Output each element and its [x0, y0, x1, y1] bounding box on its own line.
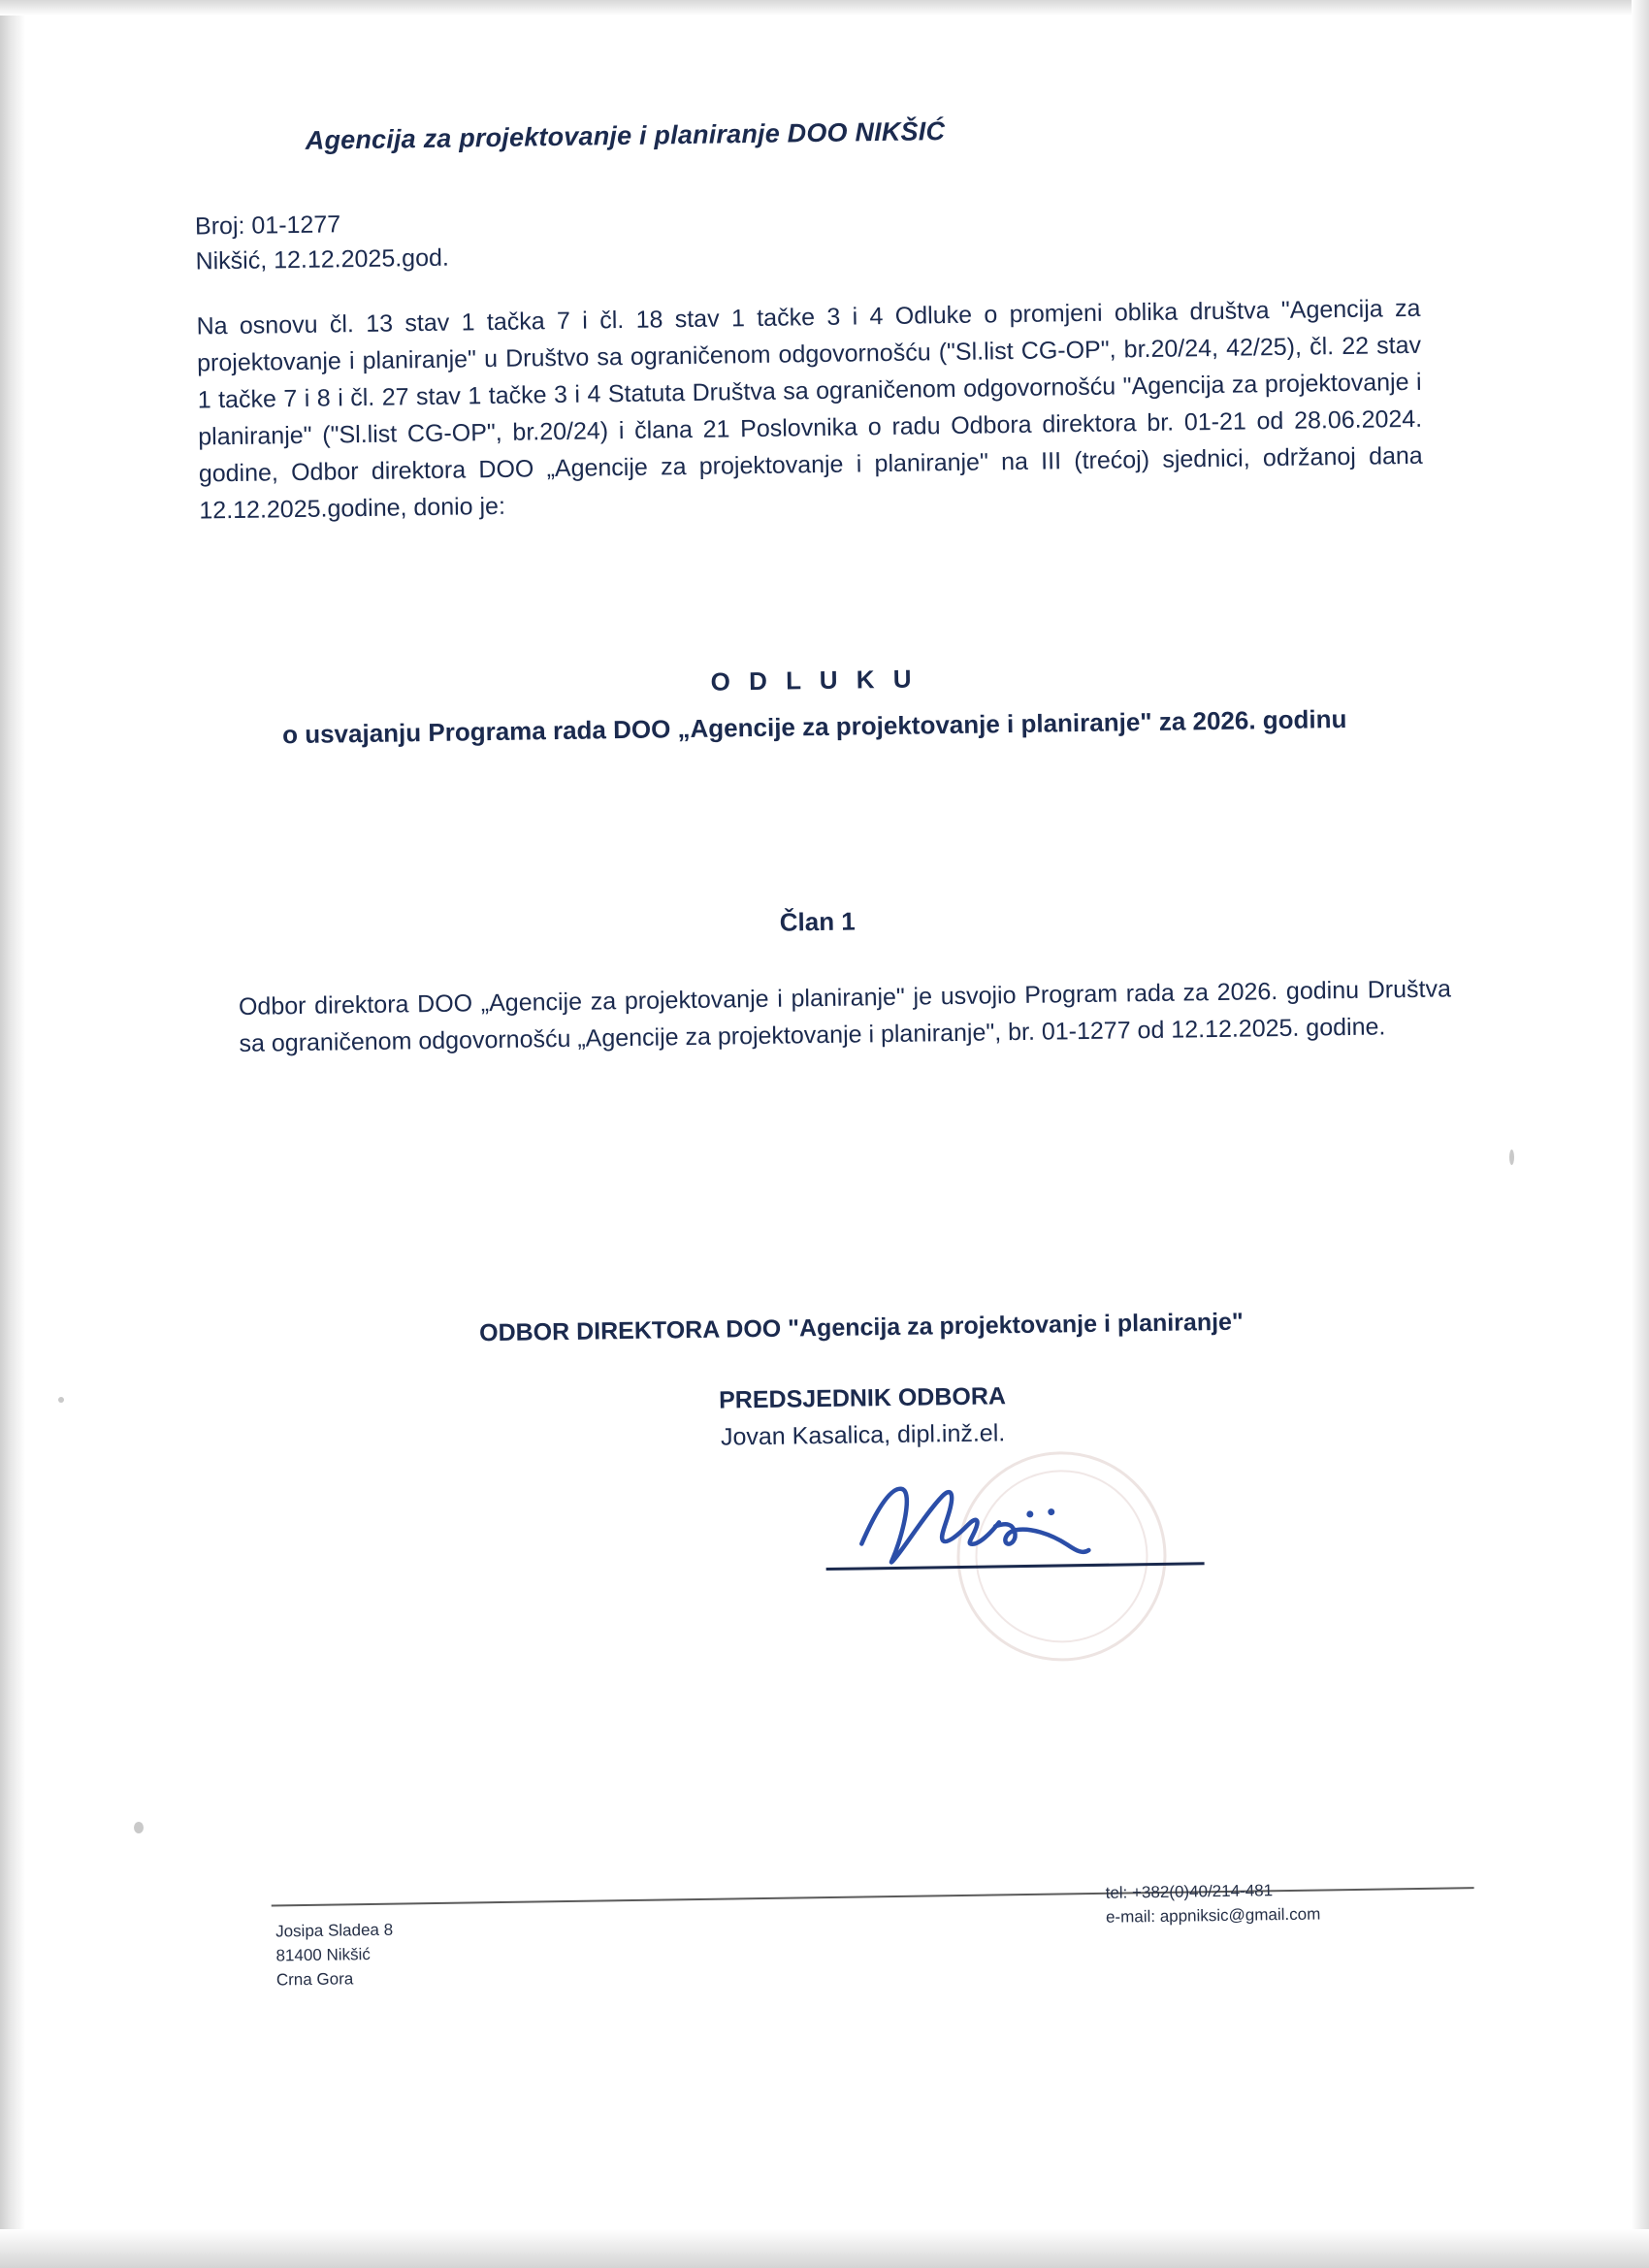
president-title: PREDSJEDNIK ODBORA [718, 1382, 1007, 1414]
decision-subtitle: o usvajanju Programa rada DOO „Agencije za projektovanje i planiranje" za 2026. godinu [281, 703, 1347, 750]
board-of-directors-line: ODBOR DIREKTORA DOO "Agencija za projektovanje i planiranje" [478, 1308, 1245, 1347]
decision-title-block [202, 657, 1427, 756]
footer-address-line1: Josipa Sladea 8 [275, 1920, 394, 1941]
footer-contact [1105, 1878, 1320, 1929]
footer-address-line3: Crna Gora [275, 1969, 354, 1990]
footer-address [275, 1918, 394, 1993]
article-body: Odbor direktora DOO „Agencije za projektovanje i planiranje" je usvojio Program rada za 2026. godinu Društva sa ograničenom odgovornošću „Agencije za projektovanje i planiranje", br. 01-1277 od 12.12.2025. godine. [238, 975, 1452, 1057]
footer-email: e-mail: appniksic@gmail.com [1105, 1904, 1321, 1927]
reference-number: Broj: 01-1277 [194, 211, 341, 241]
reference-block [195, 206, 449, 279]
place-and-date: Nikšić, 12.12.2025.god. [195, 243, 450, 275]
footer-phone: tel: +382(0)40/214-481 [1105, 1881, 1274, 1902]
president-name: Jovan Kasalica, dipl.inž.el. [720, 1419, 1006, 1451]
footer-address-line2: 81400 Nikšić [275, 1945, 371, 1965]
preamble-paragraph: Na osnovu čl. 13 stav 1 tačka 7 i čl. 18 stav 1 tačke 3 i 4 Odluke o promjeni oblika društva "Agencija za projektovanje i planiranje" u Društvo sa ograničenom odgovornošću ("Sl.list CG-OP", br.20/24, 42/25), čl. 22 stav 1 tačke 7 i 8 i čl. 27 stav 1 tačke 3 i 4 Statuta Društva sa ograničenom odgovornošću "Agencija za projektovanje i planiranje" ("Sl.list CG-OP", br.20/24) i člana 21 Poslovnika o radu Odbora direktora br. 01-21 od 28.06.2024. godine, Odbor direktora DOO „Agencije za projektovanje i planiranje" na III (trećoj) sjednici, održanoj dana 12.12.2025.godine, donio je: [196, 294, 1423, 525]
company-header: Agencija za projektovanje i planiranje DOO NIKŠIĆ [305, 116, 946, 155]
article-heading: Član 1 [779, 906, 856, 937]
decision-word: O D L U K U [710, 664, 918, 697]
